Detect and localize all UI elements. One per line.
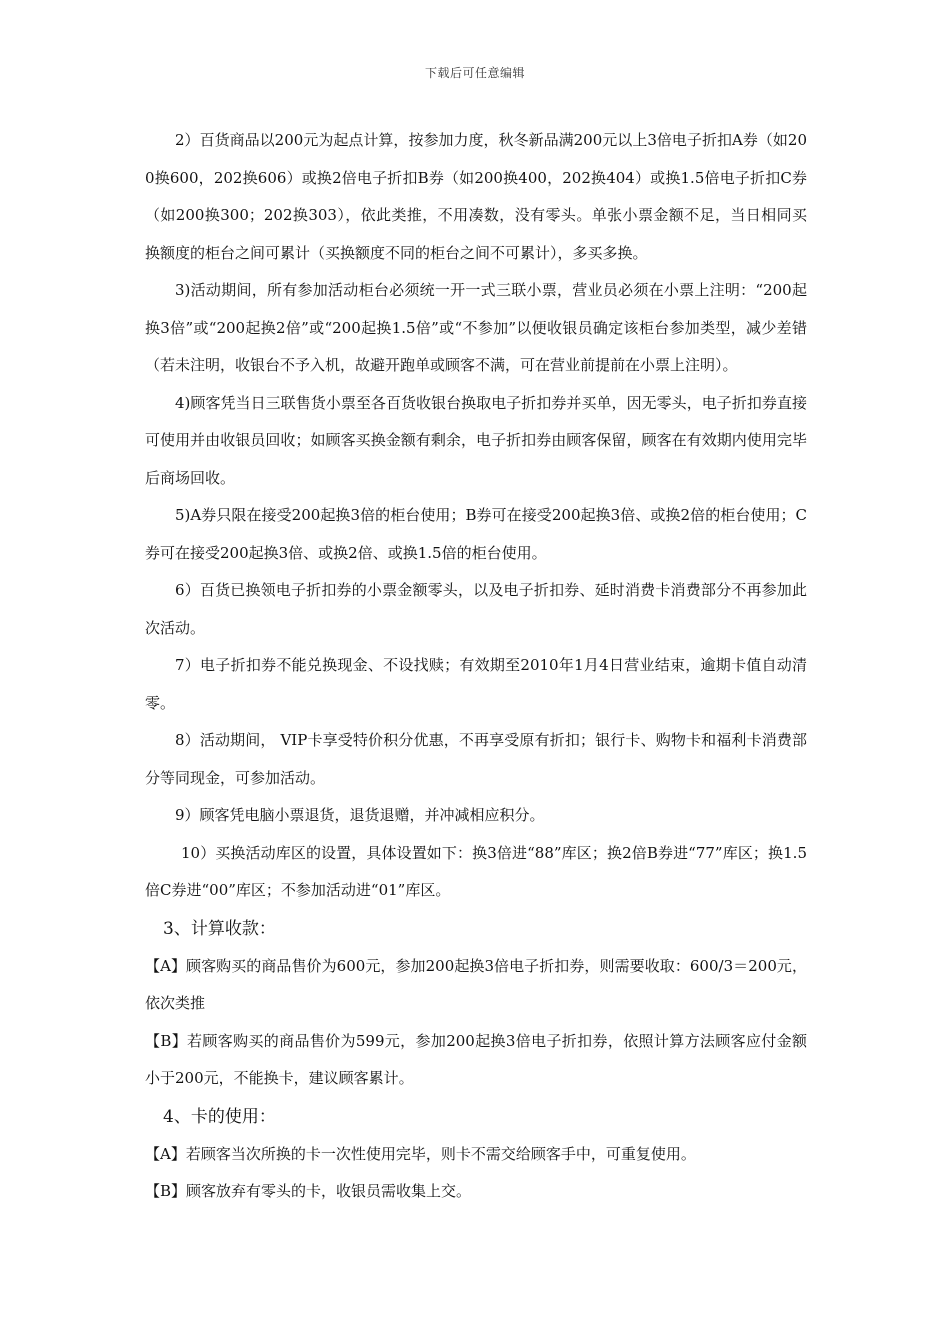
section4-item-b: 【B】顾客放弃有零头的卡，收银员需收集上交。 xyxy=(145,1182,472,1200)
paragraph-2: 2）百货商品以200元为起点计算，按参加力度，秋冬新品满200元以上3倍电子折扣A券（如200换600，202换606）或换2倍电子折扣B券（如200换400，202换404）或换1.5倍电子折扣C券（如200换300；202换303），依此类推，不用凑数，没有零头。单张小票金额不足，当日相同买换额度的柜台之间可累计（买换额度不同的柜台之间不可累计），多买多换。 xyxy=(145,131,807,262)
paragraph-8: 8）活动期间， VIP卡享受特价积分优惠，不再享受原有折扣；银行卡、购物卡和福利卡消费部分等同现金，可参加活动。 xyxy=(145,731,807,787)
section4-item-a: 【A】若顾客当次所换的卡一次性使用完毕，则卡不需交给顾客手中，可重复使用。 xyxy=(145,1144,696,1163)
section-heading-4: 4、卡的使用： xyxy=(163,1106,276,1127)
paragraph-7: 7）电子折扣券不能兑换现金、不设找赎；有效期至2010年1月4日营业结束，逾期卡值自动清零。 xyxy=(145,656,807,712)
paragraph-4: 4)顾客凭当日三联售货小票至各百货收银台换取电子折扣券并买单，因无零头，电子折扣券直接可使用并由收银员回收；如顾客买换金额有剩余，电子折扣券由顾客保留，顾客在有效期内使用完毕后商场回收。 xyxy=(145,393,807,487)
document-body xyxy=(145,122,807,1211)
section3-item-a: 【A】顾客购买的商品售价为600元，参加200起换3倍电子折扣券，则需要收取：600/3＝200元，依次类推 xyxy=(145,956,807,1012)
paragraph-10: 10）买换活动库区的设置，具体设置如下：换3倍进“88”库区；换2倍B券进“77”库区；换1.5倍C券进“00”库区；不参加活动进“01”库区。 xyxy=(145,843,807,899)
section-heading-3: 3、计算收款： xyxy=(163,918,276,939)
paragraph-9: 9）顾客凭电脑小票退货，退货退赠，并冲减相应积分。 xyxy=(175,806,545,824)
page-header: 下载后可任意编辑 xyxy=(424,66,525,80)
section3-item-b: 【B】若顾客购买的商品售价为599元，参加200起换3倍电子折扣券，依照计算方法顾客应付金额小于200元，不能换卡，建议顾客累计。 xyxy=(145,1031,807,1087)
paragraph-6: 6）百货已换领电子折扣券的小票金额零头，以及电子折扣券、延时消费卡消费部分不再参加此次活动。 xyxy=(145,581,807,637)
paragraph-5: 5)A券只限在接受200起换3倍的柜台使用；B券可在接受200起换3倍、或换2倍的柜台使用；C券可在接受200起换3倍、或换2倍、或换1.5倍的柜台使用。 xyxy=(145,506,807,562)
paragraph-3: 3)活动期间，所有参加活动柜台必须统一开一式三联小票，营业员必须在小票上注明：“200起换3倍”或“200起换2倍”或“200起换1.5倍”或“不参加”以便收银员确定该柜台参加类型，减少差错（若未注明，收银台不予入机，故避开跑单或顾客不满，可在营业前提前在小票上注明）。 xyxy=(145,281,807,374)
